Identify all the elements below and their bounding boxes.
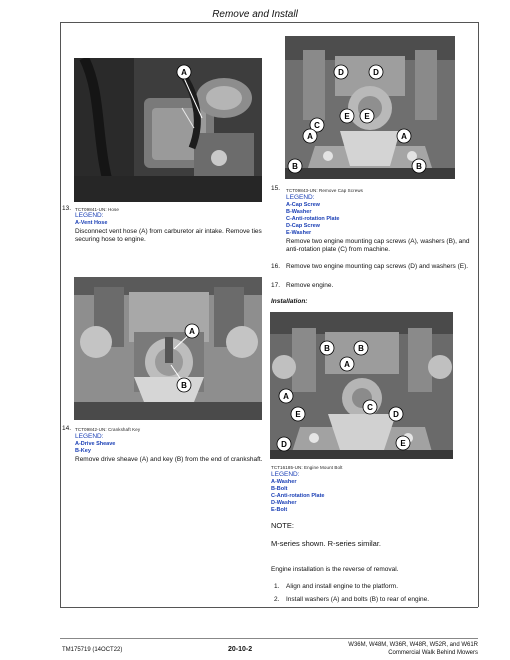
callout-15-e-right: E — [364, 112, 370, 121]
step15-callouts — [285, 36, 455, 179]
callout-15-d-left: D — [338, 68, 344, 77]
step14-caption: TCT09842-UN: Crankshaft Key — [75, 427, 141, 432]
callout-inst-d-right: D — [393, 410, 399, 419]
step14-legend-item-b: B-Key — [75, 448, 91, 454]
footer-models-line2: Commercial Walk Behind Mowers — [388, 650, 478, 656]
callout-13-a: A — [181, 68, 187, 77]
callout-15-b-left: B — [292, 162, 298, 171]
footer-models-line1: W36M, W48M, W36R, W48R, W52R, and W61R — [348, 642, 478, 648]
step17-text: Remove engine. — [286, 282, 334, 289]
step15-legend-item-a: A-Cap Screw — [286, 202, 320, 208]
install-legend-item-c: C-Anti-rotation Plate — [271, 493, 325, 499]
step15-legend-item-e: E-Washer — [286, 230, 312, 236]
callout-14-b: B — [181, 381, 187, 390]
page-header-title: Remove and Install — [212, 9, 298, 20]
installation-heading: Installation: — [271, 298, 308, 305]
callout-inst-e-right: E — [400, 439, 406, 448]
install-intro: Engine installation is the reverse of removal. — [271, 566, 399, 573]
step15-number: 15. — [271, 185, 281, 192]
callout-inst-b-right: B — [358, 344, 364, 353]
step15-legend-title: LEGEND: — [286, 194, 315, 201]
step15-text: Remove two engine mounting cap screws (A), washers (B), and anti-rotation plate (C) from machine. — [286, 238, 470, 253]
content-border-left — [60, 22, 61, 607]
callout-15-b-right: B — [416, 162, 422, 171]
install-step1-text: Align and install engine to the platform. — [286, 583, 399, 590]
callout-inst-e-left: E — [295, 410, 301, 419]
footer-models — [300, 641, 478, 657]
install-caption: TCT16185-UN: Engine Mount Bolt — [271, 465, 343, 470]
step13-legend-title: LEGEND: — [75, 212, 104, 219]
step14-number: 14. — [62, 425, 72, 432]
step13-legend-item: A-Vent Hose — [75, 220, 108, 226]
callout-15-d-right: D — [373, 68, 379, 77]
install-legend-item-a: A-Washer — [271, 479, 297, 485]
step16-number: 16. — [271, 263, 281, 270]
step16-text: Remove two engine mounting cap screws (D) and washers (E). — [286, 263, 469, 270]
note-text: M-series shown. R-series similar. — [271, 539, 382, 548]
callout-15-a-right: A — [401, 132, 407, 141]
callout-15-e-left: E — [344, 112, 350, 121]
step17-number: 17. — [271, 282, 281, 289]
step14-legend-title: LEGEND: — [75, 433, 104, 440]
install-legend-item-b: B-Bolt — [271, 486, 288, 492]
callout-inst-a-top: A — [344, 360, 350, 369]
step15-caption: TCT09843-UN: Remove Cap Screws — [286, 188, 364, 193]
step13-number: 13. — [62, 205, 72, 212]
footer-doc-id: TM175719 (14OCT22) — [62, 647, 123, 653]
install-step1-number: 1. — [274, 583, 280, 590]
install-legend-item-e: E-Bolt — [271, 507, 288, 513]
install-legend-item-d: D-Washer — [271, 500, 297, 506]
step15-legend-item-d: D-Cap Screw — [286, 223, 320, 229]
callout-15-c: C — [314, 121, 320, 130]
install-callouts — [270, 312, 453, 459]
install-step2-text: Install washers (A) and bolts (B) to rear of engine. — [286, 596, 430, 603]
step13-caption: TCT09841-UN: Hose — [75, 207, 119, 212]
content-border-bottom — [60, 607, 478, 608]
callout-14-a: A — [189, 327, 195, 336]
step13-callouts — [74, 58, 262, 202]
footer-page-number: 20-10-2 — [228, 646, 253, 653]
note-label: NOTE: — [271, 521, 294, 530]
step13-text: Disconnect vent hose (A) from carburetor air intake. Remove ties securing hose to engine. — [75, 228, 262, 243]
callout-inst-b-left: B — [324, 344, 330, 353]
step14-text: Remove drive sheave (A) and key (B) from the end of crankshaft. — [75, 456, 263, 463]
callout-15-a-left: A — [307, 132, 313, 141]
step15-legend-item-b: B-Washer — [286, 209, 312, 215]
callout-inst-a-left: A — [283, 392, 289, 401]
install-legend-title: LEGEND: — [271, 471, 300, 478]
install-step2-number: 2. — [274, 596, 280, 603]
step15-legend-item-c: C-Anti-rotation Plate — [286, 216, 340, 222]
callout-inst-d-left: D — [281, 440, 287, 449]
content-border-right — [478, 22, 479, 607]
footer-rule — [60, 638, 478, 639]
callout-inst-c: C — [367, 403, 373, 412]
step14-legend-item-a: A-Drive Sheave — [75, 441, 116, 447]
step14-callouts — [74, 277, 262, 420]
header-rule — [60, 22, 478, 23]
